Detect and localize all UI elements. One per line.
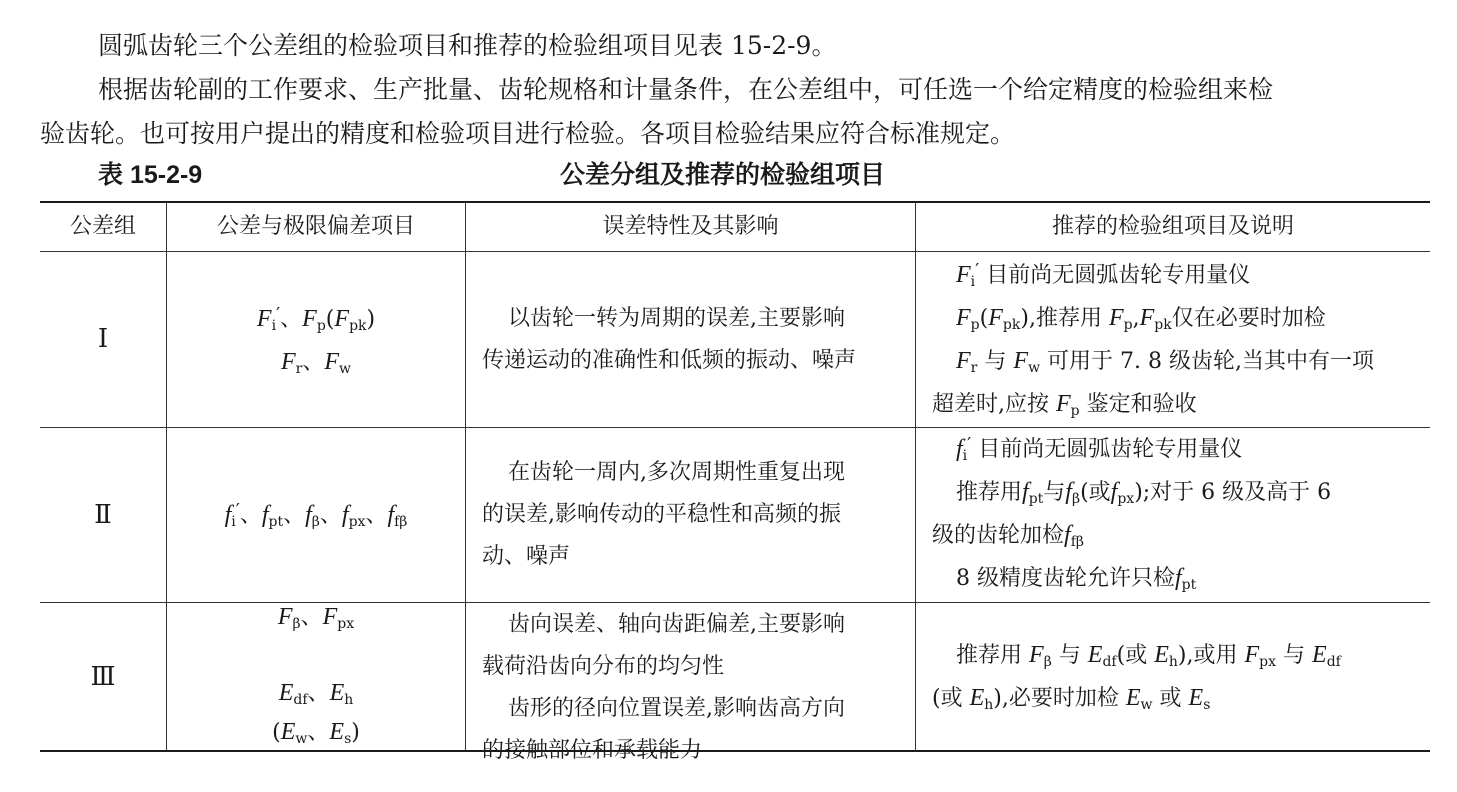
row1-effect: 以齿轮一转为周期的误差,主要影响 传递运动的准确性和低频的振动、噪声 [482, 306, 857, 373]
row3-effect: 齿向误差、轴向齿距偏差,主要影响 载荷沿齿向分布的均匀性 齿形的径向位置误差,影响齿高方向 的接触部位和承载能力 [482, 612, 845, 763]
column-divider-1 [166, 202, 167, 751]
header-recommend: 推荐的检验组项目及说明 [1051, 214, 1294, 239]
header-group: 公差组 [69, 214, 136, 239]
column-divider-3 [915, 202, 916, 751]
intro-line-2a: 根据齿轮副的工作要求、生产批量、齿轮规格和计量条件，在公差组中，可任选一个给定精度的检验组来检 [98, 75, 1274, 104]
column-divider-2 [465, 202, 466, 751]
intro-line-2b: 验齿轮。也可按用户提出的精度和检验项目进行检验。各项目检验结果应符合标准规定。 [40, 119, 1016, 148]
header-items: 公差与极限偏差项目 [216, 214, 415, 239]
row2-effect: 在齿轮一周内,多次周期性重复出现 的误差,影响传动的平稳性和高频的振 动、噪声 [482, 460, 845, 569]
table-number: 表 15-2-9 [98, 161, 203, 189]
row1-items: $F_i'$、$F_p(F_{pk})$ $F_r$、$F_w$ [256, 304, 376, 377]
row2-group: Ⅱ [94, 500, 112, 530]
row3-recommend: 推荐用 $F_\beta$ 与 $E_{df}$(或 $E_h$),或用 $F_{px}$ 与 $E_{df}$ (或 $E_h$),必要时加检 $E_w$ 或 $E_s$ [932, 642, 1341, 713]
row2-items: $f_i'$、$f_{pt}$、$f_\beta$、$f_{px}$、$f_{f\beta}$ [224, 500, 408, 530]
row1-group: Ⅰ [97, 324, 109, 354]
row1-recommend: $F_i'$ 目前尚无圆弧齿轮专用量仪 $F_p(F_{pk})$,推荐用 $F_p,F_{pk}$仅在必要时加检 $F_r$ 与 $F_w$ 可用于 7. 8 级齿轮,当其中有一项 超差时,应按 $F_p$ 鉴定和验收 [932, 260, 1375, 419]
row2-recommend: $f_i'$ 目前尚无圆弧齿轮专用量仪 推荐用$f_{pt}$与$f_\beta$(或$f_{px}$);对于 6 级及高于 6 级的齿轮加检$f_{f\beta}$ 8 级精度齿轮允许只检$f_{pt}$ [932, 434, 1332, 593]
header-divider [40, 251, 1430, 252]
row3-items-a: $F_\beta$、$F_{px}$ [277, 604, 355, 632]
intro-line-1: 圆弧齿轮三个公差组的检验项目和推荐的检验组项目见表 15-2-9。 [98, 31, 837, 60]
row3-group: Ⅲ [90, 662, 116, 692]
row3-items-b: $E_{df}$、$E_h$ ($E_w$、$E_s$) [272, 680, 360, 747]
table-top-rule [40, 201, 1430, 203]
table-title: 公差分组及推荐的检验组项目 [560, 160, 886, 189]
header-effect: 误差特性及其影响 [602, 214, 779, 239]
